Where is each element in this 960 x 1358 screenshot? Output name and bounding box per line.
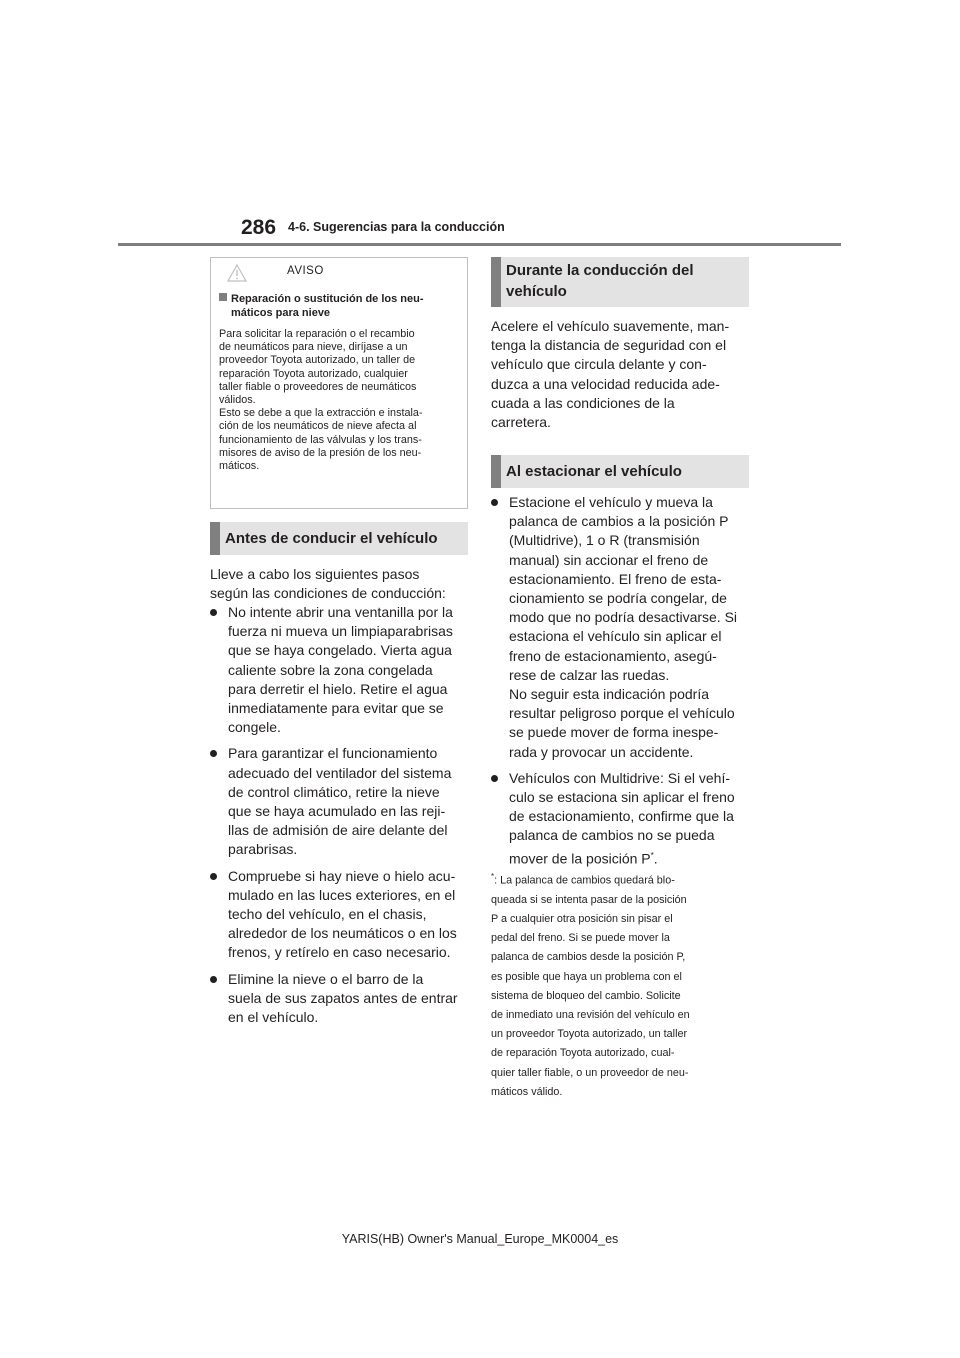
- footnote-text: : La palanca de cambios quedará blo- queada si se intenta pasar de la posición P a cualquier otra posición sin pisar el pedal del freno. Si se puede mover la palanca de cambios desde la posición P, es posible que haya un problema con el sistema de bloqueo del cambio. Solicite de inmediato una revisión del vehículo en un proveedor Toyota autorizado, un taller de reparación Toyota autorizado, cual- quier taller fiable, o un proveedor de neu- máticos válido.: [491, 874, 690, 1098]
- bullet-icon: [210, 976, 217, 983]
- page-footer: YARIS(HB) Owner's Manual_Europe_MK0004_es: [341, 1232, 619, 1246]
- heading-antes-de-conducir: Antes de conducir el vehículo: [210, 522, 468, 555]
- warning-subtitle: Reparación o sustitución de los neu- máticos para nieve: [231, 293, 424, 319]
- warning-text: Para solicitar la reparación o el recambio de neumáticos para nieve, diríjase a un proveedor Toyota autorizado, un taller de reparación Toyota autorizado, cualquier taller fiable o proveedores de neumáticos válidos. Esto se debe a que la extracción e instala- ción de los neumáticos de nieve afecta al funcionamiento de las válvulas y los trans- misores de aviso de la presión de los neu- máticos.: [219, 328, 423, 473]
- bullet-icon: [491, 499, 498, 506]
- warning-triangle-icon: [227, 264, 247, 282]
- list-item: No intente abrir una ventanilla por la fuerza ni mueva un limpiaparabrisas que se haya congelado. Vierta agua caliente sobre la zona congelada para derretir el hielo. Retire el agua inmediatamente para evitar que se congele.: [210, 603, 470, 737]
- warning-box: [210, 257, 468, 509]
- list-item: Compruebe si hay nieve o hielo acu- mulado en las luces exteriores, en el techo del vehículo, en el chasis, alrededor de los neumáticos o en los frenos, y retírelo en caso necesario.: [210, 867, 470, 963]
- antes-intro: Lleve a cabo los siguientes pasos según las condiciones de conducción:: [210, 566, 446, 602]
- list-item: Para garantizar el funcionamiento adecuado del ventilador del sistema de control climático, retire la nieve que se haya acumulado en las reji- llas de admisión de aire delante del parabrisas.: [210, 744, 470, 859]
- list-item: Estacione el vehículo y mueva la palanca de cambios a la posición P (Multidrive), 1 o R (transmisión manual) sin accionar el freno de estacionamiento. El freno de esta- cionamiento se podría congelar, de modo que no podría desactivarse. Si estaciona el vehículo sin aplicar el freno de estacionamiento, asegú- rese de calzar las ruedas. No seguir esta indicación podría resultar peligroso porque el vehículo se puede mover de forma inespe- rada y provocar un accidente.: [491, 493, 751, 762]
- footnote-mark: *: [491, 872, 495, 881]
- footnote: [491, 867, 749, 1102]
- bullet-icon: [491, 775, 498, 782]
- heading-durante-la-conduccion: Durante la conducción del vehículo: [491, 257, 749, 307]
- warning-title: AVISO: [287, 265, 324, 277]
- section-title: 4-6. Sugerencias para la conducción: [288, 220, 505, 234]
- square-bullet-icon: [219, 293, 227, 301]
- bullet-icon: [210, 873, 217, 880]
- list-item: Elimine la nieve o el barro de la suela de sus zapatos antes de entrar en el vehículo.: [210, 970, 470, 1028]
- footnote-marker: *: [650, 850, 654, 860]
- heading-al-estacionar: Al estacionar el vehículo: [491, 455, 749, 488]
- list-item: Vehículos con Multidrive: Si el vehí- culo se estaciona sin aplicar el freno de estacionamiento, confirme que la palanca de cambios no se pueda mover de la posición P*.: [491, 769, 751, 869]
- page-number: 286: [241, 216, 277, 239]
- bullet-icon: [210, 750, 217, 757]
- warning-header: [211, 258, 467, 284]
- warning-subheading: [219, 292, 459, 320]
- estacionar-bullet-list: [491, 493, 751, 876]
- durante-text: Acelere el vehículo suavemente, man- tenga la distancia de seguridad con el vehículo que circula delante y con- duzca a una velocidad reducida ade- cuada a las condiciones de la carretera.: [491, 318, 730, 431]
- antes-bullet-list: [210, 603, 470, 1034]
- bullet-icon: [210, 609, 217, 616]
- header-divider: [118, 243, 841, 246]
